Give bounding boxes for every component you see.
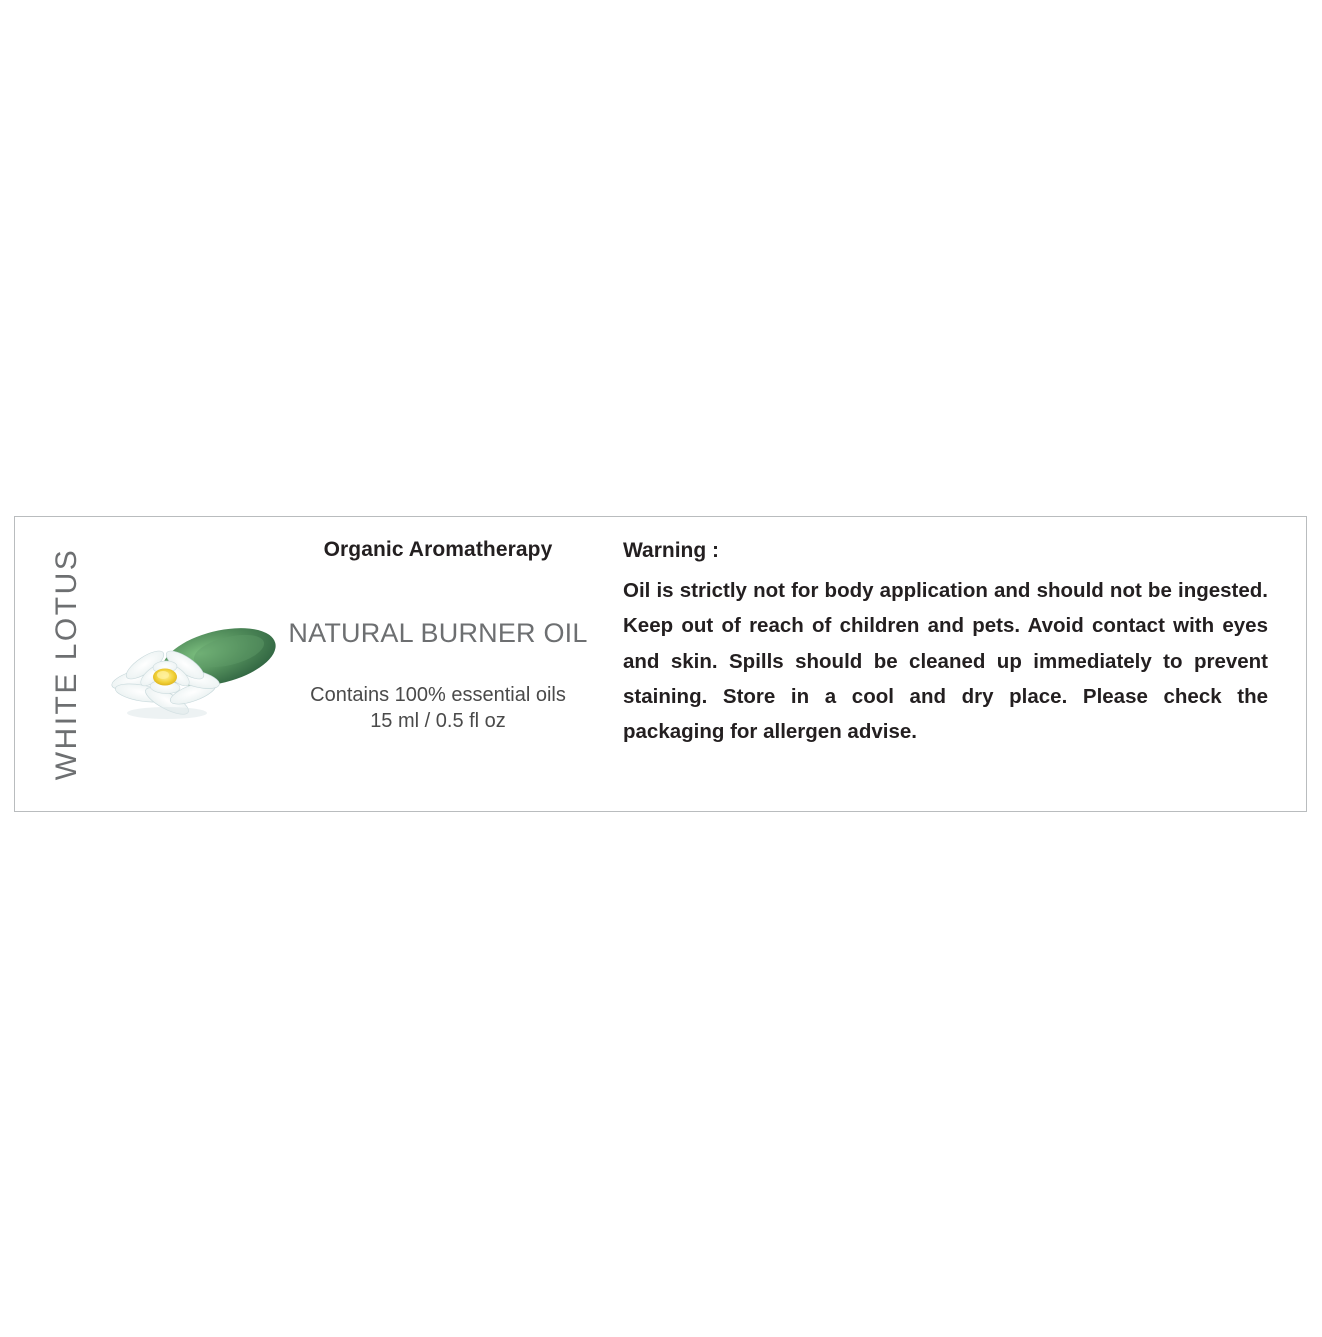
product-kicker: Organic Aromatherapy — [323, 538, 553, 561]
brand-strip — [15, 517, 119, 811]
product-info-column — [279, 517, 597, 811]
flower-illustration-block — [119, 517, 279, 811]
brand-name: WHITE LOTUS — [50, 547, 83, 781]
warning-heading: Warning : — [623, 539, 720, 562]
white-lotus-flower-icon — [111, 609, 283, 727]
warning-body: Oil is strictly not for body application and should not be ingested. Keep out of reach of children and pets. Avoid contact with eyes and skin. Spills should be cleaned up immediately to prevent staining. Store in a cool and dry place. Please check the packaging for allergen advise. — [623, 579, 1268, 743]
warning-column — [597, 517, 1306, 811]
product-contains: Contains 100% essential oils — [310, 683, 566, 706]
product-label-card — [14, 516, 1307, 812]
product-volume: 15 ml / 0.5 fl oz — [370, 709, 506, 732]
product-name: NATURAL BURNER OIL — [288, 618, 588, 649]
